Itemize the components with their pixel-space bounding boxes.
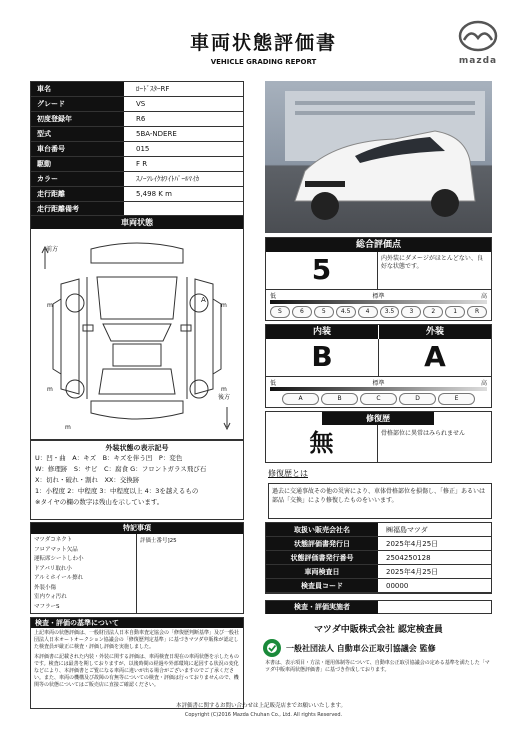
store-info-row bbox=[266, 537, 491, 551]
special-item: アルミホイール擦れ bbox=[34, 575, 84, 581]
inner-grade: B bbox=[266, 339, 379, 376]
repair-mark: 無 bbox=[266, 425, 378, 462]
inspector-label-box bbox=[265, 600, 492, 614]
letter-scale-cell: E bbox=[438, 393, 475, 405]
vehicle-info-label: 車名 bbox=[31, 82, 124, 96]
header bbox=[0, 28, 527, 66]
letter-scale-gradient bbox=[270, 387, 487, 391]
vehicle-info-row bbox=[31, 187, 243, 202]
vehicle-info-label: 走行距離備考 bbox=[31, 202, 124, 216]
store-info-table bbox=[265, 522, 492, 594]
vehicle-info-label: カラー bbox=[31, 172, 124, 186]
standards-para1: 上記車両の状態評価は、一般財団法人日本自動車査定協会の「修復歴判断基準」及び一般社団法人日本オートオークション協議会の「修復歴判定基準」に基づきマツダ中販株が認定した検査員が厳正に検査・評価し評価を実施しました。 bbox=[34, 630, 240, 650]
store-info-value: 00000 bbox=[386, 581, 409, 590]
special-item: 室内ウォ汚れ bbox=[34, 594, 67, 600]
condition-diagram bbox=[30, 215, 244, 440]
letter-scale-cell: A bbox=[282, 393, 319, 405]
store-info-row bbox=[266, 523, 491, 537]
car-image-icon bbox=[265, 81, 492, 233]
overall-scale-cell: 5 bbox=[314, 306, 334, 318]
overall-label: 総合評価点 bbox=[266, 238, 491, 252]
rear-label: 後方 bbox=[217, 394, 230, 401]
vehicle-info-value: 5BA-NDERE bbox=[136, 130, 177, 138]
repair-history-box bbox=[265, 411, 492, 463]
standards-section bbox=[30, 617, 244, 709]
repair-about bbox=[268, 468, 492, 519]
special-notes bbox=[30, 522, 244, 614]
legend-title: 外装状態の表示記号 bbox=[105, 444, 169, 452]
store-info-value: 2025年4月25日 bbox=[386, 539, 439, 548]
special-item: マフラーS bbox=[34, 603, 60, 610]
report-subtitle: VEHICLE GRADING REPORT bbox=[210, 58, 317, 66]
letter-scale-high: 高 bbox=[480, 380, 487, 387]
vehicle-info-row bbox=[31, 157, 243, 172]
overall-scale-cell: 3 bbox=[401, 306, 421, 318]
front-label: 前方 bbox=[45, 246, 58, 253]
letter-scale-cell: B bbox=[321, 393, 358, 405]
mazda-emblem-icon bbox=[458, 20, 498, 52]
vehicle-info-label: 型式 bbox=[31, 127, 124, 141]
overall-scale-cell: 4 bbox=[358, 306, 378, 318]
letter-scale-low: 低 bbox=[270, 380, 277, 387]
car-photo bbox=[265, 81, 492, 233]
assoc-name: 一般社団法人 自動車公正取引協議会 監修 bbox=[286, 643, 436, 653]
vehicle-info-row bbox=[31, 82, 243, 97]
vehicle-info-value: 015 bbox=[136, 145, 150, 153]
tire-unit-fl: m bbox=[47, 302, 53, 309]
vehicle-info-label: 車台番号 bbox=[31, 142, 124, 156]
scale-high-label: 高 bbox=[480, 293, 487, 300]
special-item: 運転席シートしわ小 bbox=[34, 556, 84, 562]
overall-scale-cell: S bbox=[270, 306, 290, 318]
footer-note: 本評価書に関するお問い合わせは上記販売店までお願いいたします。 bbox=[175, 703, 347, 709]
vehicle-info-value: VS bbox=[136, 100, 146, 108]
overall-scale-cell: R bbox=[467, 306, 487, 318]
copyright: Copyright (C)2016 Mazda Chuhan Co., Ltd. All rights Reserved. bbox=[184, 712, 343, 718]
outer-grade: A bbox=[424, 340, 446, 373]
special-right-note: 評価士番号]25 bbox=[140, 538, 177, 544]
store-info-label: 状態評価書発行日 bbox=[266, 537, 378, 550]
mazda-logo bbox=[451, 20, 505, 66]
overall-score: 5 bbox=[266, 252, 378, 289]
overall-scale-gradient bbox=[270, 300, 487, 304]
legend-line: X：切れ・破れ・割れ XX：交換跡 bbox=[35, 476, 140, 484]
vehicle-info-label: グレード bbox=[31, 97, 124, 111]
special-item: フロアマット欠品 bbox=[34, 546, 78, 553]
vehicle-info-label: 初度登録年 bbox=[31, 112, 124, 126]
vehicle-info-value bbox=[124, 202, 243, 216]
standards-label: 検査・評価の基準について bbox=[31, 618, 243, 628]
overall-scale-cell: 4.5 bbox=[336, 306, 356, 318]
vehicle-info-label: 走行距離 bbox=[31, 187, 124, 201]
overall-scale-cell: 1 bbox=[445, 306, 465, 318]
store-info-value: 2504250128 bbox=[386, 553, 431, 562]
inner-label: 内装 bbox=[266, 325, 379, 339]
vehicle-info-value: ｽﾉｰﾌﾚｲｸﾎﾜｲﾄﾊﾟｰﾙﾏｲｶ bbox=[136, 175, 199, 183]
vehicle-info-row bbox=[31, 172, 243, 187]
grades-box bbox=[265, 324, 492, 408]
store-info-label: 取扱い販売会社名 bbox=[266, 523, 378, 536]
letter-scale-cell: C bbox=[360, 393, 397, 405]
car-diagram-svg bbox=[31, 229, 243, 439]
repair-about-text: 過去に交通事故その他の災害により、車体骨格部位を損傷し、「修正」あるいは部品「交換」により修復したものをいいます。 bbox=[268, 483, 492, 519]
fair-trade-badge-icon bbox=[262, 638, 282, 658]
vehicle-info-row bbox=[31, 142, 243, 157]
vehicle-info-value: F R bbox=[136, 160, 148, 168]
store-info-row bbox=[266, 551, 491, 565]
store-info-row bbox=[266, 579, 491, 593]
report-title: 車両状態評価書 bbox=[189, 32, 337, 54]
store-info-value: 2025年4月25日 bbox=[386, 567, 439, 576]
repair-desc: 骨格部位に異常はみられません bbox=[381, 430, 466, 437]
tire-unit-fr: m bbox=[221, 302, 227, 309]
outer-label: 外装 bbox=[379, 325, 491, 339]
overall-scale-cell: 6 bbox=[292, 306, 312, 318]
scale-std-label: 標準 bbox=[372, 293, 385, 300]
letter-scale-cell: D bbox=[399, 393, 436, 405]
scale-low-label: 低 bbox=[270, 293, 277, 300]
tire-unit-rr: m bbox=[221, 386, 227, 393]
letter-scale-std: 標準 bbox=[372, 380, 385, 387]
store-info-label: 車両検査日 bbox=[266, 565, 378, 578]
special-item: 外装小傷 bbox=[34, 584, 57, 591]
store-info-row bbox=[266, 565, 491, 579]
vehicle-info-value: ﾛｰﾄﾞｽﾀｰRF bbox=[136, 85, 170, 93]
legend-line: 1：小程度 2：中程度 3：中程度以上 4：3を越えるもの bbox=[35, 487, 199, 495]
vehicle-info-value: 5,498 K m bbox=[136, 190, 172, 198]
vehicle-info-row bbox=[31, 112, 243, 127]
brand-text: mazda bbox=[458, 56, 498, 66]
overall-scale-cell: 2 bbox=[423, 306, 443, 318]
store-info-label: 検査員コード bbox=[266, 579, 378, 592]
special-item: ドアバリ取れ小 bbox=[34, 565, 72, 572]
tire-unit-rl: m bbox=[47, 386, 53, 393]
special-label: 特記事項 bbox=[31, 523, 243, 534]
overall-desc: 内外装にダメージがほとんどない、良好な状態です。 bbox=[381, 255, 483, 270]
store-info-label: 状態評価書発行番号 bbox=[266, 551, 378, 564]
legend bbox=[30, 440, 244, 520]
repair-label: 修復歴 bbox=[322, 412, 434, 425]
diagram-section-label: 車両状態 bbox=[31, 216, 243, 229]
legend-line: U：凹・曲 A：キズ B：キズを伴う凹 P：変色 bbox=[35, 454, 183, 462]
legend-line: ※タイヤの欄の数字は残山を示しています。 bbox=[35, 498, 164, 506]
special-item: マツダコネクト bbox=[34, 537, 73, 543]
spare-unit: m bbox=[65, 424, 71, 431]
overall-scale-cell: 3.5 bbox=[380, 306, 400, 318]
vehicle-info-row bbox=[31, 127, 243, 142]
standards-para2: 本評価書に記載された内装・外装に関する評価は、車両検査日現在の車両状態を示したものです。検査には最善を期しておりますが、以後時間の経過や外部環境に起因する状況の変化などにより、本評価書とご覧になる車両に違いが出る場合がございますのでご了承ください。また、車両の機構及び故障の有無等についての検査・評価は行っておりませんので、機関等の状態についてはご販売店に直接ご確認ください。 bbox=[34, 654, 240, 688]
inspector-company: マツダ中販株式会社 認定検査員 bbox=[314, 625, 443, 635]
repair-about-title: 修復歴とは bbox=[268, 469, 308, 478]
damage-mark-a: A bbox=[201, 296, 206, 304]
store-info-value: ㈱福島マツダ bbox=[386, 525, 428, 534]
overall-score-box bbox=[265, 237, 492, 321]
legend-line: W：修理跡 S：サビ C：腐食 G：フロントガラス飛び石 bbox=[35, 465, 207, 473]
vehicle-info-row bbox=[31, 97, 243, 112]
vehicle-info-table bbox=[30, 81, 244, 218]
assoc-note: 本書は、表示項目・方法・運用体制等について、自動車公正取引協議会の定める基準を満たした「マツダ中販車両状態評価書」に基づき作成しております。 bbox=[265, 660, 490, 673]
vehicle-info-value: R6 bbox=[136, 115, 146, 123]
vehicle-info-label: 駆動 bbox=[31, 157, 124, 171]
assoc-row bbox=[262, 638, 492, 658]
inspector-label: 検査・評価実施者 bbox=[266, 601, 378, 614]
